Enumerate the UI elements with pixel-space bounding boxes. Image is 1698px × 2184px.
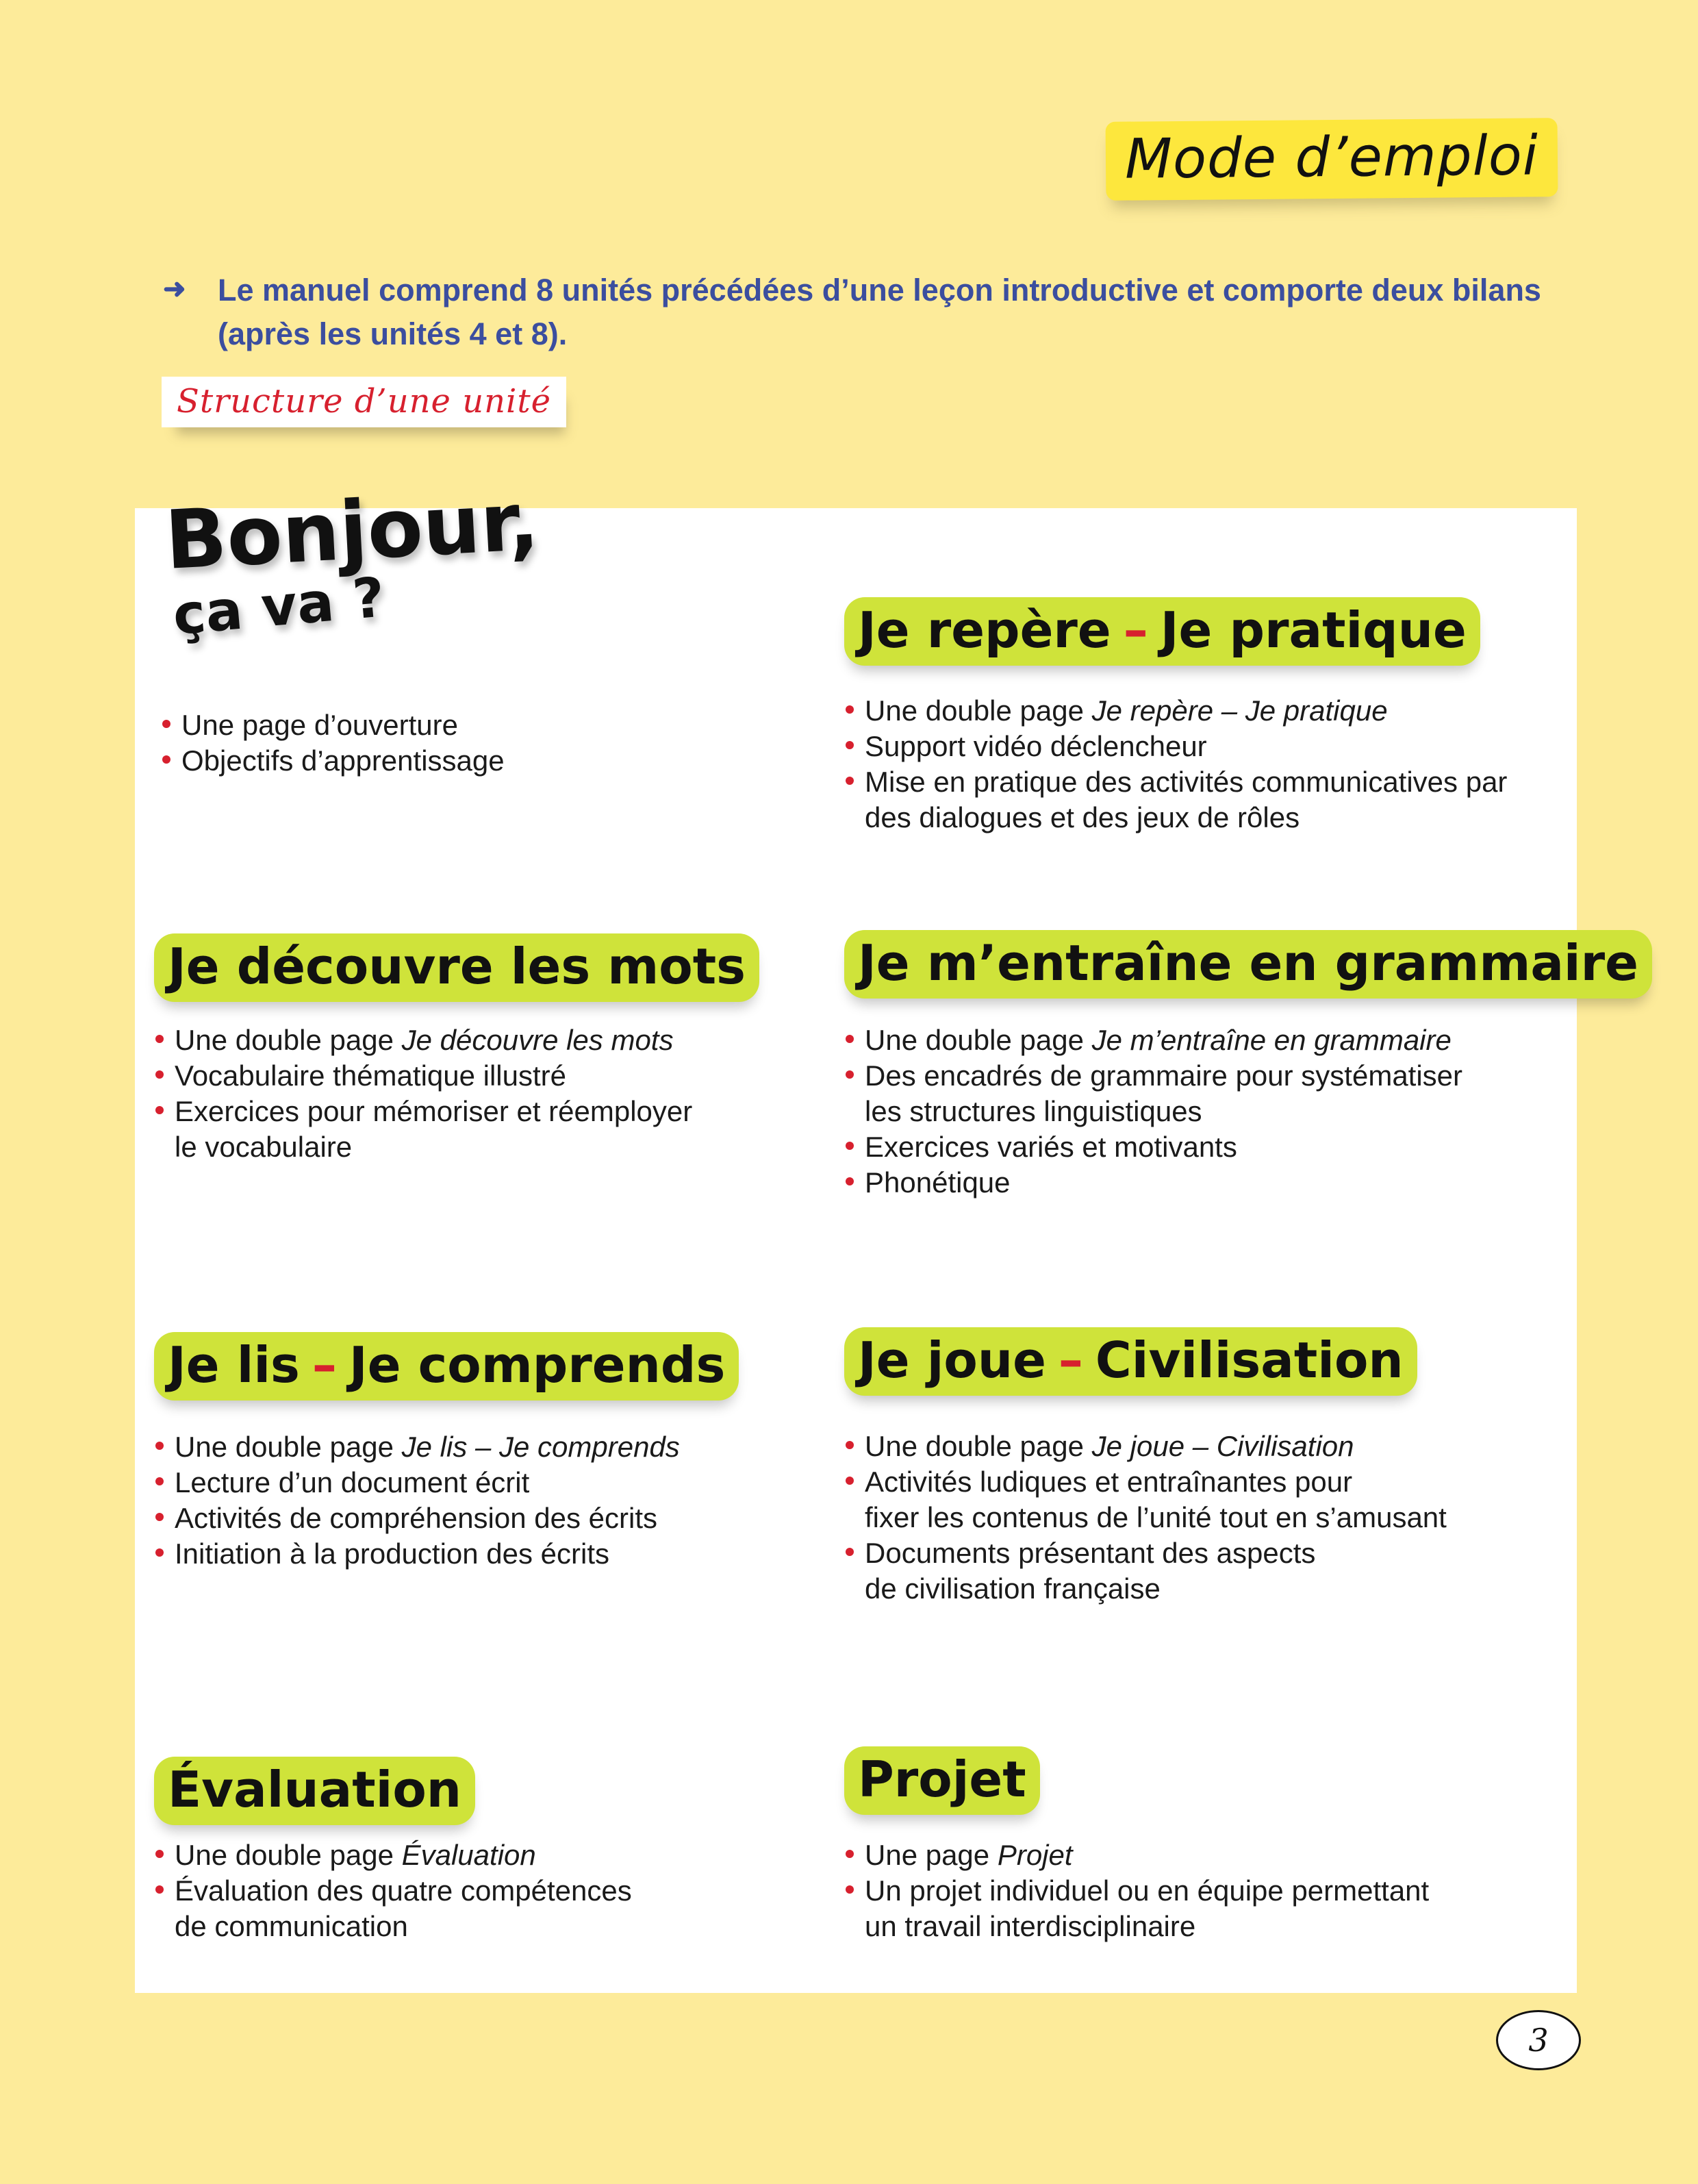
list-item: Vocabulaire thématique illustré: [154, 1058, 759, 1094]
list-item: Une double page Je découvre les mots: [154, 1022, 759, 1058]
title-part: Je comprends: [349, 1336, 726, 1394]
arrow-right-icon: ➜: [163, 274, 186, 304]
mots-list: [154, 1022, 759, 1165]
intro-line-2: (après les unités 4 et 8).: [218, 316, 568, 351]
opening-title: [162, 473, 542, 647]
list-item: Une page Projet: [844, 1837, 1429, 1873]
evaluation-list: [154, 1837, 632, 1944]
lis-list: [154, 1429, 739, 1572]
list-item: Un projet individuel ou en équipe permettant un travail interdisciplinaire: [844, 1873, 1429, 1944]
repere-section: [844, 597, 1507, 836]
evaluation-section: [154, 1757, 632, 1944]
list-item: Objectifs d’apprentissage: [161, 743, 505, 779]
list-item: Initiation à la production des écrits: [154, 1536, 739, 1572]
title-part: Civilisation: [1095, 1331, 1404, 1389]
repere-list: [844, 693, 1507, 836]
title-part: Je repère: [858, 601, 1111, 659]
title-dash: –: [1123, 601, 1148, 659]
list-item: Activités ludiques et entraînantes pour fixer les contenus de l’unité tout en s’amusant: [844, 1464, 1447, 1535]
projet-list: [844, 1837, 1429, 1944]
page-title-highlight: [1106, 118, 1558, 201]
list-item: Exercices variés et motivants: [844, 1129, 1652, 1165]
list-item: Une page d’ouverture: [161, 707, 505, 743]
page-number: 3: [1496, 2010, 1581, 2070]
opening-title-line-2: ça va ?: [170, 565, 388, 647]
page-title: Mode d’emploi: [1124, 123, 1539, 191]
list-item: Activités de compréhension des écrits: [154, 1501, 739, 1536]
opening-list: [161, 707, 505, 779]
intro-paragraph: [164, 268, 1561, 356]
title-part: Je joue: [858, 1331, 1046, 1389]
list-item: Une double page Je repère – Je pratique: [844, 693, 1507, 729]
list-item: Mise en pratique des activités communicatives par des dialogues et des jeux de rôles: [844, 764, 1507, 836]
section-title: Évaluation: [154, 1757, 475, 1825]
list-item: Support vidéo déclencheur: [844, 729, 1507, 764]
list-item: Une double page Je joue – Civilisation: [844, 1429, 1447, 1464]
section-title: Je découvre les mots: [154, 933, 759, 1002]
list-item: Une double page Évaluation: [154, 1837, 632, 1873]
section-title: [844, 597, 1480, 666]
list-item: Documents présentant des aspects de civilisation française: [844, 1535, 1447, 1607]
list-item: Lecture d’un document écrit: [154, 1465, 739, 1501]
list-item: Exercices pour mémoriser et réemployer le vocabulaire: [154, 1094, 759, 1165]
grammaire-section: [844, 930, 1652, 1201]
intro-line-1: Le manuel comprend 8 unités précédées d’une leçon introductive et comporte deux bilans: [218, 273, 1541, 307]
mots-section: [154, 933, 759, 1165]
opening-section: [161, 707, 505, 779]
title-part: Je lis: [168, 1336, 300, 1394]
list-item: Des encadrés de grammaire pour systématiser les structures linguistiques: [844, 1058, 1652, 1129]
list-item: Évaluation des quatre compétences de communication: [154, 1873, 632, 1944]
grammaire-list: [844, 1022, 1652, 1201]
joue-list: [844, 1429, 1447, 1607]
structure-label: Structure d’une unité: [162, 377, 566, 427]
section-title: Projet: [844, 1746, 1040, 1815]
projet-section: [844, 1746, 1429, 1944]
section-title: [844, 1327, 1417, 1396]
section-title: Je m’entraîne en grammaire: [844, 930, 1652, 999]
list-item: Une double page Je lis – Je comprends: [154, 1429, 739, 1465]
joue-section: [844, 1327, 1447, 1607]
title-dash: –: [1058, 1331, 1083, 1389]
title-dash: –: [312, 1336, 337, 1394]
section-title: [154, 1332, 739, 1401]
opening-title-line-1: Bonjour,: [162, 473, 542, 588]
list-item: Une double page Je m’entraîne en grammaire: [844, 1022, 1652, 1058]
list-item: Phonétique: [844, 1165, 1652, 1201]
title-part: Je pratique: [1160, 601, 1467, 659]
lis-section: [154, 1332, 739, 1572]
